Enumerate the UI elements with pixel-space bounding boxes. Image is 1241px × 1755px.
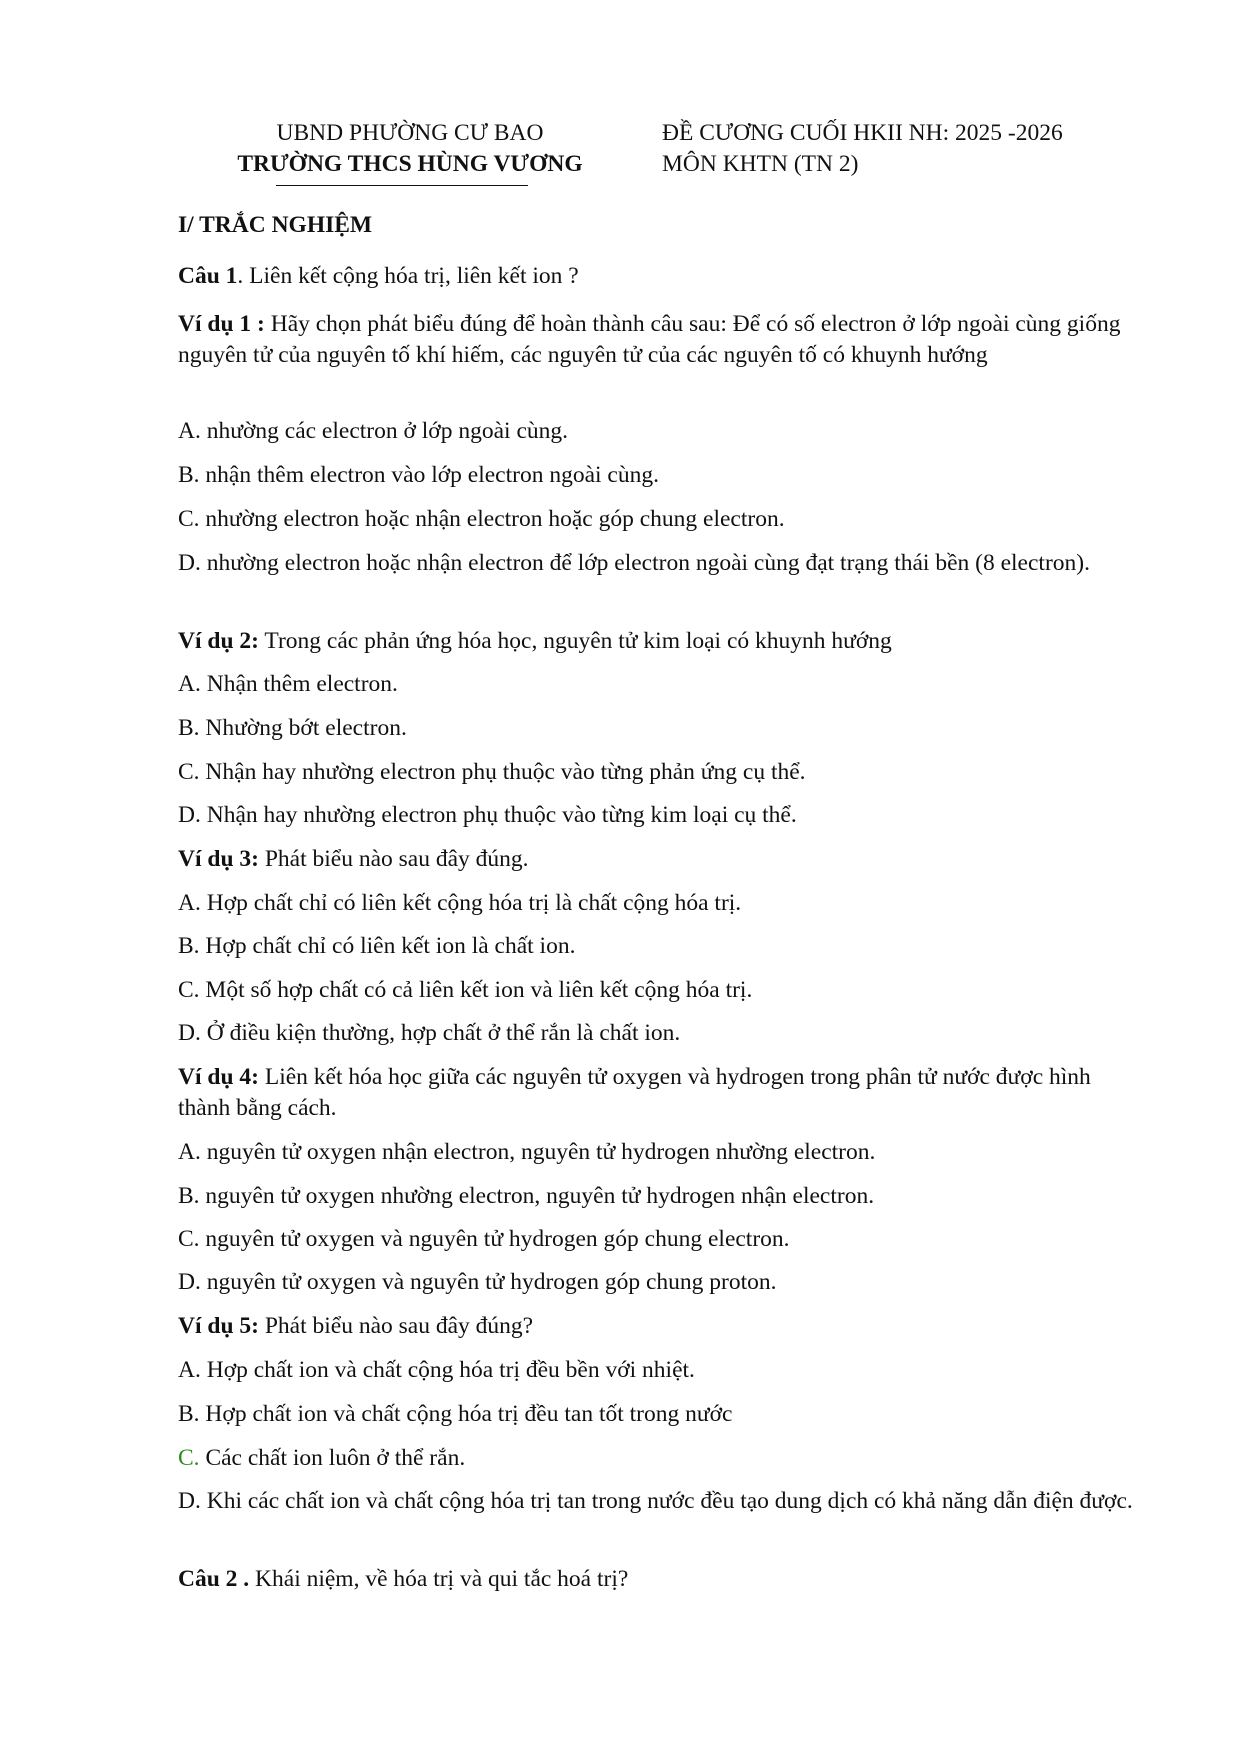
example-text: Phát biểu nào sau đây đúng.: [258, 846, 529, 872]
question-2: [178, 1564, 1146, 1595]
header-right: [662, 118, 1142, 180]
example-text: Liên kết hóa học giữa các nguyên tử oxygen và hydrogen trong phân tử nước được hình thành bằng cách.: [178, 1064, 1091, 1121]
question-label: Câu 1: [178, 263, 238, 289]
example-5-option-d: D. Khi các chất ion và chất cộng hóa trị tan trong nước đều tạo dung dịch có khả năng dẫn điện được.: [178, 1488, 1133, 1514]
exam-title: ĐỀ CƯƠNG CUỐI HKII NH: 2025 -2026: [662, 120, 1063, 146]
question-1: [178, 261, 1146, 292]
example-1-prompt: [178, 309, 1146, 371]
example-4-option-b: B. nguyên tử oxygen nhường electron, nguyên tử hydrogen nhận electron.: [178, 1183, 875, 1209]
example-text: Phát biểu nào sau đây đúng?: [258, 1313, 534, 1339]
example-text: Hãy chọn phát biểu đúng để hoàn thành câu sau: Để có số electron ở lớp ngoài cùng giống nguyên tử của nguyên tố khí hiếm, các nguyên tử của các nguyên tố có khuynh hướng: [178, 311, 1121, 368]
question-label: Câu 2 .: [178, 1566, 250, 1592]
option-letter-highlighted: C.: [178, 1445, 200, 1471]
example-4-option-d: D. nguyên tử oxygen và nguyên tử hydrogen góp chung proton.: [178, 1269, 777, 1295]
example-label: Ví dụ 3:: [178, 846, 259, 872]
ward-name: UBND PHƯỜNG CƯ BAO: [276, 120, 544, 146]
example-3-option-c: C. Một số hợp chất có cả liên kết ion và liên kết cộng hóa trị.: [178, 977, 753, 1003]
example-1-option-a: A. nhường các electron ở lớp ngoài cùng.: [178, 418, 568, 444]
example-4-option-c: C. nguyên tử oxygen và nguyên tử hydrogen góp chung electron.: [178, 1226, 790, 1252]
example-1-option-b: B. nhận thêm electron vào lớp electron ngoài cùng.: [178, 462, 659, 488]
example-3-option-d: D. Ở điều kiện thường, hợp chất ở thể rắn là chất ion.: [178, 1020, 681, 1046]
school-name: TRƯỜNG THCS HÙNG VƯƠNG: [237, 151, 583, 177]
example-5-option-b: B. Hợp chất ion và chất cộng hóa trị đều tan tốt trong nước: [178, 1401, 733, 1427]
example-label: Ví dụ 1 :: [178, 311, 265, 337]
example-3-option-a: A. Hợp chất chỉ có liên kết cộng hóa trị là chất cộng hóa trị.: [178, 890, 742, 916]
example-3-option-b: B. Hợp chất chỉ có liên kết ion là chất ion.: [178, 933, 576, 959]
option-text: Các chất ion luôn ở thể rắn.: [199, 1445, 466, 1471]
example-1-option-d: D. nhường electron hoặc nhận electron để lớp electron ngoài cùng đạt trạng thái bền (8 electron).: [178, 550, 1090, 576]
header-underline: [276, 185, 528, 186]
example-5-option-a: A. Hợp chất ion và chất cộng hóa trị đều bền với nhiệt.: [178, 1357, 695, 1383]
header-left: [200, 118, 620, 180]
example-label: Ví dụ 4:: [178, 1064, 259, 1090]
example-2-option-a: A. Nhận thêm electron.: [178, 671, 398, 697]
example-2-option-b: B. Nhường bớt electron.: [178, 715, 407, 741]
question-text: . Liên kết cộng hóa trị, liên kết ion ?: [237, 263, 579, 289]
section-title: I/ TRẮC NGHIỆM: [178, 212, 373, 238]
example-1-option-c: C. nhường electron hoặc nhận electron hoặc góp chung electron.: [178, 506, 785, 532]
example-5-prompt: [178, 1311, 1146, 1342]
example-2-prompt: [178, 626, 1146, 657]
example-2-option-c: C. Nhận hay nhường electron phụ thuộc vào từng phản ứng cụ thể.: [178, 759, 806, 785]
question-text: Khái niệm, về hóa trị và qui tắc hoá trị?: [249, 1566, 629, 1592]
example-2-option-d: D. Nhận hay nhường electron phụ thuộc vào từng kim loại cụ thể.: [178, 802, 797, 828]
example-4-prompt: [178, 1062, 1146, 1124]
example-4-option-a: A. nguyên tử oxygen nhận electron, nguyên tử hydrogen nhường electron.: [178, 1139, 876, 1165]
example-3-prompt: [178, 844, 1146, 875]
example-label: Ví dụ 2:: [178, 628, 259, 654]
example-5-option-c: [178, 1443, 1146, 1474]
subject-title: MÔN KHTN (TN 2): [662, 151, 859, 177]
example-text: Trong các phản ứng hóa học, nguyên tử kim loại có khuynh hướng: [258, 628, 892, 654]
example-label: Ví dụ 5:: [178, 1313, 259, 1339]
